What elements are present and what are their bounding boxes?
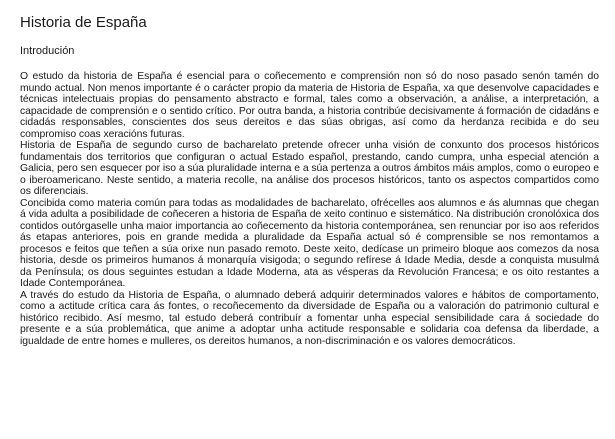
page-title: Historia de España: [20, 14, 147, 31]
paragraph: Concibida como materia común para todas as modalidades de bacharelato, ofrécelles aos alumnos e ás alumnas que chegan á vida adulta a posibilidade de coñeceren a historia de España de xeito continuo e sistemático. Na distribución cronolóxica dos contidos outórgaselle unha maior importancia ao coñecemento da historia contemporánea, sen renunciar por iso aos referidos ás etapas anteriores, pois en grande medida a pluralidade da España actual só é comprensible se nos remontamos a procesos e feitos que teñen a súa orixe nun pasado remoto. Deste xeito, dedícase un primeiro bloque aos comezos da nosa historia, desde os primeiros humanos á monarquía visigoda; o segundo refírese á Idade Media, desde a conquista musulmá da Península; os dous seguintes estudan a Idade Moderna, ata as vésperas da Revolución Francesa; e os oito restantes a Idade Contemporánea.: [20, 197, 599, 289]
paragraph: O estudo da historia de España é esencial para o coñecemento e comprensión non só do noso pasado senón tamén do mundo actual. Non menos importante é o carácter propio da materia de Historia de España, xa que desenvolve capacidades e técnicas intelectuais propias do pensamento abstracto e formal, tales como a observación, a análise, a interpretación, a capacidade de comprensión e o sentido crítico. Por outra banda, a historia contribúe decisivamente á formación de cidadáns e cidadás responsables, conscientes dos seus dereitos e das súas obrigas, así como da herdanza recibida e do seu compromiso coas xeracións futuras.: [20, 71, 599, 140]
document-body: [20, 71, 599, 347]
paragraph: A través do estudo da Historia de España, o alumnado deberá adquirir determinados valores e hábitos de comportamento, como a actitude crítica cara ás fontes, o recoñecemento da diversidade de España ou a valoración do patrimonio cultural e histórico recibido. Así mesmo, tal estudo deberá contribuír a fomentar unha especial sensibilidade cara á sociedade do presente e a súa problemática, que anime a adoptar unha actitude responsable e solidaria coa defensa da liberdade, a igualdade de entre homes e mulleres, os dereitos humanos, a non-discriminación e os valores democráticos.: [20, 289, 599, 347]
paragraph: Historia de España de segundo curso de bacharelato pretende ofrecer unha visión de conxunto dos procesos históricos fundamentais dos territorios que configuran o actual Estado español, prestando, cando cumpra, unha especial atención a Galicia, pero sen esquecer por iso a súa pluralidade interna e a súa pertenza a outros ámbitos máis amplos, como o europeo e o iberoamericano. Neste sentido, a materia recolle, na análise dos procesos históricos, tanto os aspectos compartidos como os diferenciais.: [20, 140, 599, 197]
section-heading: Introdución: [20, 45, 75, 57]
